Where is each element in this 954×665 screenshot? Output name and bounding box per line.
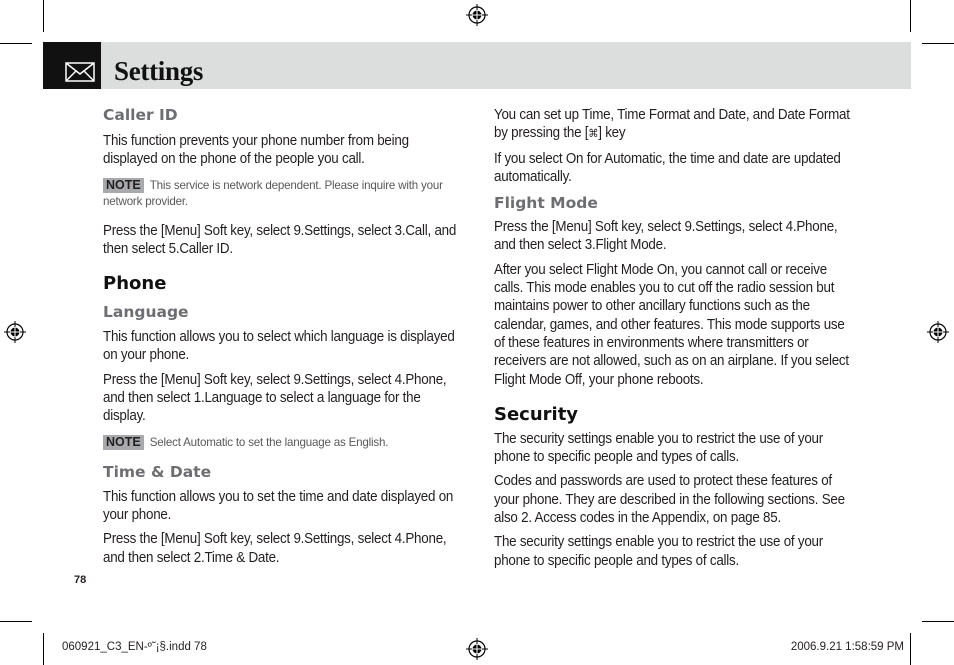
crop-mark <box>910 633 911 665</box>
footer-timestamp: 2006.9.21 1:58:59 PM <box>790 641 904 653</box>
paragraph: You can set up Time, Time Format and Date, and Date Format by pressing the [⌘] key <box>494 107 850 142</box>
registration-mark-icon <box>4 321 26 343</box>
registration-mark-icon <box>466 638 488 660</box>
paragraph: This function allows you to set the time and date displayed on your phone. <box>103 488 454 523</box>
section-heading-phone: Phone <box>103 273 167 295</box>
crop-mark <box>0 621 32 622</box>
crop-mark <box>0 43 32 44</box>
section-heading-time-date: Time & Date <box>103 462 212 481</box>
page-title: Settings <box>114 56 204 86</box>
note <box>103 435 455 451</box>
paragraph: Press the [Menu] Soft key, select 9.Settings, select 4.Phone, and then select 2.Time & Date. <box>103 531 447 566</box>
note-text: This service is network dependent. Please inquire with your network provider. <box>103 178 443 208</box>
paragraph: If you select On for Automatic, the time and date are updated automatically. <box>494 150 841 185</box>
section-heading-flight-mode: Flight Mode <box>494 194 598 213</box>
envelope-icon <box>65 62 95 82</box>
crop-mark <box>910 0 911 32</box>
registration-mark-icon <box>466 4 488 26</box>
paragraph: This function allows you to select which language is displayed on your phone. <box>103 329 455 364</box>
paragraph: Press the [Menu] Soft key, select 9.Settings, select 4.Phone, and then select 3.Flight Mode. <box>494 219 838 254</box>
paragraph: Codes and passwords are used to protect these features of your phone. They are described in the following sections. See also 2. Access codes in the Appendix, on page 85. <box>494 473 845 527</box>
registration-mark-icon <box>927 321 949 343</box>
crop-mark <box>43 633 44 665</box>
paragraph: Press the [Menu] Soft key, select 9.Settings, select 4.Phone, and then select 1.Language to select a language for the display. <box>103 371 447 425</box>
right-column <box>494 104 854 570</box>
menu-key-icon: ⌘ <box>588 128 599 141</box>
section-heading-security: Security <box>494 403 579 425</box>
paragraph: The security settings enable you to restrict the use of your phone to specific people and types of calls. <box>494 534 823 569</box>
note-badge: NOTE <box>103 178 144 193</box>
note-text: Select Automatic to set the language as English. <box>149 435 389 449</box>
note <box>103 178 455 210</box>
footer-filename: 060921_C3_EN-º˜¡§.indd 78 <box>62 641 207 653</box>
paragraph: Press the [Menu] Soft key, select 9.Settings, select 3.Call, and then select 5.Caller ID. <box>103 222 457 257</box>
page-number: 78 <box>74 574 87 586</box>
paragraph: After you select Flight Mode On, you cannot call or receive calls. This mode enables you to cut off the radio session but maintains power to other ancillary functions such as the calendar, games, and other features. This mode supports use of these features in environments where transmitters or receivers are not allowed, such as on an airplane. If you select Flight Mode Off, your phone reboots. <box>494 261 849 388</box>
section-heading-language: Language <box>103 303 189 322</box>
crop-mark <box>922 43 954 44</box>
section-heading-caller-id: Caller ID <box>103 106 178 124</box>
crop-mark <box>43 0 44 32</box>
paragraph: The security settings enable you to restrict the use of your phone to specific people and types of calls. <box>494 430 823 466</box>
crop-mark <box>922 621 954 622</box>
left-column <box>103 104 455 567</box>
header-icon-block <box>43 42 101 89</box>
note-badge: NOTE <box>103 435 144 450</box>
paragraph: This function prevents your phone number from being displayed on the phone of the people you call. <box>103 133 409 168</box>
